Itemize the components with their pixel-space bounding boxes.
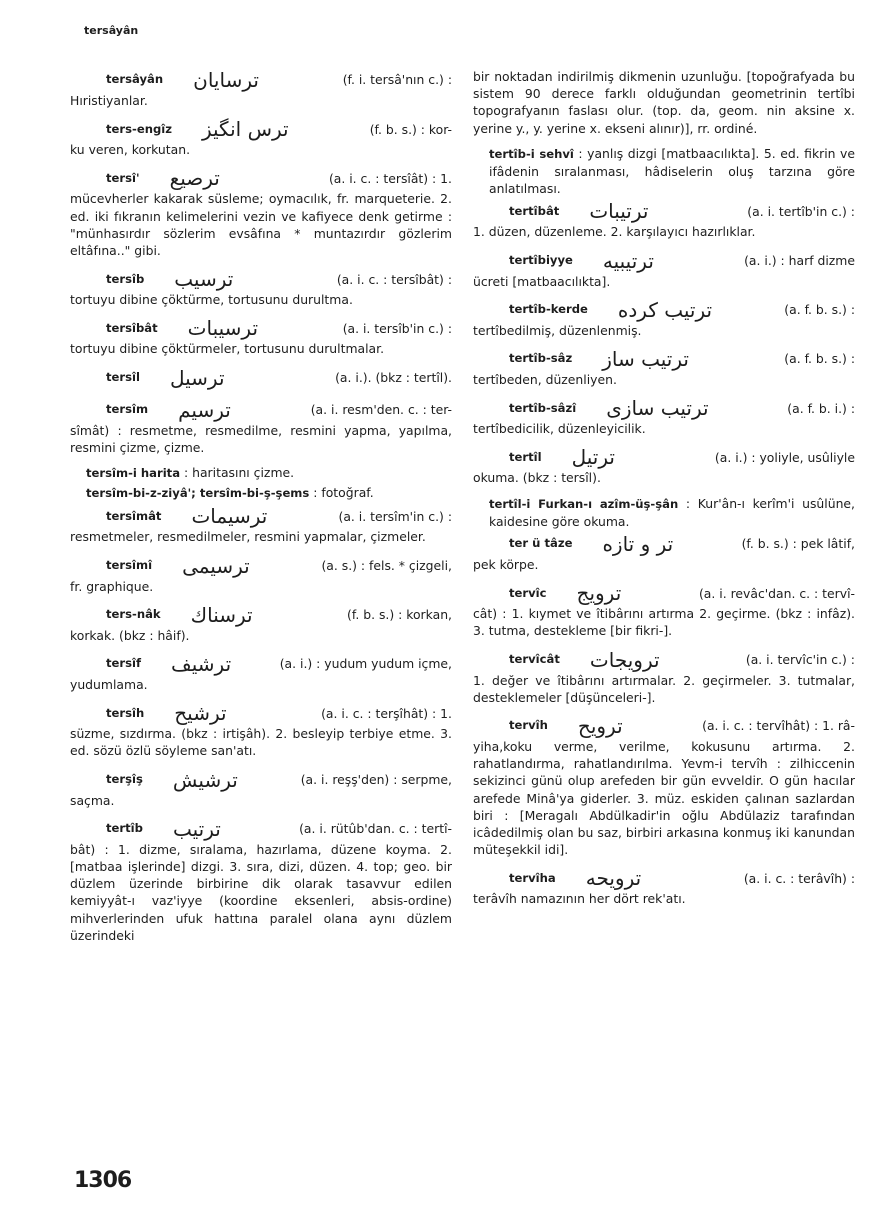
entry-headline [473, 648, 855, 672]
definition: mücevherler kakarak süsleme; oymacılık, fr. marqueterie. 2. ed. iki fıkranın kelimelerini vezin ve kafiyece denk getirme : "münhasırdır sözlerim evsâfına * muntazırdır gözlerim eltâfına.." gibi. [70, 191, 452, 259]
arabic-script: ترويجات [589, 647, 660, 672]
arabic-script: ترسايان [193, 68, 259, 92]
arabic-script: ترشيف [171, 652, 232, 677]
sub-headword: tersîm-bi-z-ziyâ'; tersîm-bi-ş-şems [86, 486, 310, 501]
arabic-script: ترشيش [172, 767, 238, 792]
arabic-script: ترسيبات [187, 316, 259, 341]
grammar-note: (a. i. resm'den. c. : ter- [310, 402, 452, 418]
definition: cât) : 1. kıymet ve îtibârını artırma 2. geçirme. (bkz : infâz). 3. tutma, destekleme [bir fikri-]. [473, 606, 855, 639]
grammar-note: (a. i. c. : terâvîh) : [743, 870, 855, 886]
headword: tersâyân [106, 72, 164, 87]
grammar-note: (a. i. c. : tersîbât) : [336, 271, 452, 287]
dictionary-entry [70, 504, 452, 545]
arabic-script: ترشيح [174, 701, 227, 726]
entry-headline [473, 581, 855, 605]
definition: korkak. (bkz : hâif). [70, 627, 190, 643]
dictionary-entry [70, 817, 452, 944]
entry-headline [473, 298, 855, 322]
entry-headline [473, 445, 855, 469]
arabic-script: ترسيل [169, 365, 225, 390]
dictionary-entry [70, 316, 452, 357]
definition: tertîbedicilik, düzenleyicilik. [473, 421, 646, 437]
definition: 1. değer ve îtibârını artırmalar. 2. geçirmeler. 3. tutmalar, desteklemeler [düşünceleri-]. [473, 672, 855, 705]
arabic-script: ترسيمى [182, 553, 250, 578]
dictionary-entry [473, 532, 855, 573]
entry-headline [473, 866, 855, 890]
definition: yiha,koku verme, verilme, kokusunu artırma. 2. rahatlandırma, rahatlandırılma. Yevm-i tervîh : zilhiccenin sekizinci günü olup arefeden bir gün evveldir. O gün hacılar arefede Minâ'ya giderler. 3. müz. eskiden çalınan sazlardan biri : [Meragalı Abdülkadir'in oğlu Abdülaziz tarafından icâdedilmiş olan bu saz, birbiri arkasına konmuş iki kanundan müteşekkil idi]. [473, 739, 855, 858]
arabic-script: ترويح [577, 714, 623, 739]
dictionary-entry [70, 701, 452, 759]
headword: tersîb [106, 271, 145, 286]
grammar-note: (a. i.) : yudum yudum içme, [279, 656, 452, 672]
definition: tortuyu dibine çöktürmeler, tortusunu durultmalar. [70, 341, 385, 357]
arabic-script: ترس انگيز [201, 117, 289, 142]
headword: tersî' [106, 170, 140, 185]
headword: tervîc [509, 585, 547, 600]
headword: tersîmât [106, 508, 162, 523]
definition: yudumlama. [70, 677, 148, 693]
dictionary-entry [473, 714, 855, 858]
grammar-note: (a. i. c. : tersîât) : 1. [328, 170, 452, 186]
dictionary-entry [473, 581, 855, 639]
grammar-note: (f. b. s.) : korkan, [347, 607, 452, 623]
dictionary-entry [473, 495, 855, 530]
grammar-note: (a. i. c. : tervîhât) : 1. râ- [702, 718, 855, 734]
headword: tertîb-sâz [509, 351, 573, 366]
dictionary-entry [70, 603, 452, 644]
headword: tersîmî [106, 558, 153, 573]
arabic-script: ترسناك [190, 602, 253, 627]
dictionary-entry [70, 68, 452, 109]
grammar-note: (f. b. s.) : pek lâtif, [741, 536, 855, 552]
left-column [70, 68, 452, 952]
arabic-script: ترسيم [178, 397, 231, 422]
grammar-note: (a. f. b. s.) : [784, 351, 855, 367]
dictionary-entry [473, 249, 855, 290]
arabic-script: ترتيل [571, 445, 615, 470]
grammar-note: (a. i. tersîm'in c.) : [338, 508, 452, 524]
page-number: 1306 [74, 1168, 132, 1193]
right-column [473, 68, 855, 916]
headword: tertîbât [509, 203, 560, 218]
entry-headline [70, 652, 452, 676]
grammar-note: (a. i.). (bkz : tertîl). [335, 370, 452, 386]
definition: fr. graphique. [70, 578, 154, 594]
headword: tersîf [106, 656, 142, 671]
entry-headline [70, 316, 452, 340]
headword: tervîcât [509, 652, 560, 667]
grammar-note: (a. i. tervîc'in c.) : [745, 652, 855, 668]
entry-headline [473, 714, 855, 738]
headword: tertîb [106, 821, 143, 836]
grammar-note: (a. i. c. : terşîhât) : 1. [321, 705, 452, 721]
dictionary-entry [70, 484, 452, 502]
arabic-script: ترصيع [169, 166, 220, 191]
entry-headline [473, 249, 855, 273]
continued-definition: bir noktadan indirilmiş dikmenin uzunluğu. [topoğrafyada bu sistem 90 derece farklı olduğundan geometrinin tertîbi topografyanın faslası olur. (top. da, geom. nin aksine x. yerine y., y. yerine x. ekseni alınır)], rr. ordiné. [473, 69, 855, 136]
headword: tersîm [106, 402, 149, 417]
headword: tersîl [106, 370, 140, 385]
dictionary-entry [473, 347, 855, 388]
definition: resmetmeler, resmedilmeler, resmini yapmalar, çizmeler. [70, 529, 426, 545]
headword: ters-engîz [106, 121, 172, 136]
dictionary-entry [473, 68, 855, 137]
arabic-script: ترتيب كرده [617, 297, 713, 322]
entry-headline [473, 199, 855, 223]
dictionary-entry [70, 166, 452, 259]
arabic-script: ترويج [576, 581, 622, 606]
arabic-script: ترتيب ساز [602, 347, 689, 372]
definition: sîmât) : resmetme, resmedilme, resmini yapma, yapılma, resmini çizme, çizme. [70, 422, 452, 455]
entry-headline [70, 817, 452, 841]
grammar-note: (f. b. s.) : kor- [369, 121, 452, 137]
definition: ücreti [matbaacılıkta]. [473, 273, 611, 289]
entry-headline [70, 166, 452, 190]
definition: pek körpe. [473, 557, 539, 573]
entry-headline [473, 532, 855, 556]
grammar-note: (a. i. tersîb'in c.) : [342, 320, 452, 336]
grammar-note: (a. i.) : yoliyle, usûliyle [714, 449, 855, 465]
sub-entry [473, 495, 855, 530]
dictionary-entry [473, 648, 855, 706]
arabic-script: ترسيب [174, 267, 234, 292]
grammar-note: (a. f. b. s.) : [784, 302, 855, 318]
entry-headline [70, 554, 452, 578]
entry-headline [70, 68, 452, 92]
headword: terşîş [106, 772, 143, 787]
grammar-note: (a. i. tertîb'in c.) : [747, 203, 855, 219]
definition: 1. düzen, düzenleme. 2. karşılayıcı hazırlıklar. [473, 224, 756, 240]
sub-headword: tertîb-i sehvî [489, 146, 574, 161]
headword: tertîb-sâzî [509, 400, 577, 415]
definition: süzme, sızdırma. (bkz : irtişâh). 2. besleyip terbiye etme. 3. ed. sözü özlü söyleme san'atı. [70, 726, 452, 759]
arabic-script: ترويحه [585, 866, 642, 891]
dictionary-entry [473, 145, 855, 198]
headword: tervîha [509, 870, 556, 885]
grammar-note: (a. f. b. i.) : [787, 400, 855, 416]
dictionary-entry [70, 267, 452, 308]
definition: tortuyu dibine çöktürme, tortusunu durultma. [70, 292, 353, 308]
headword: tertîbiyye [509, 253, 573, 268]
sub-entry [473, 145, 855, 198]
definition: tertîbeden, düzenliyen. [473, 372, 617, 388]
headword: tervîh [509, 718, 548, 733]
definition: saçma. [70, 792, 115, 808]
dictionary-entry [473, 199, 855, 240]
headword: tersîh [106, 705, 145, 720]
definition: tertîbedilmiş, düzenlenmiş. [473, 322, 642, 338]
arabic-script: تر و تازه [602, 532, 674, 557]
sub-definition: : fotoğraf. [313, 485, 374, 501]
headword: ter ü tâze [509, 536, 573, 551]
headword: tertîl [509, 449, 542, 464]
sub-definition: : Kur'ân-ı kerîm'i usûlüne, kaidesine göre okuma. [489, 495, 855, 529]
dictionary-entry [473, 866, 855, 907]
arabic-script: ترتيبات [589, 199, 649, 224]
sub-definition: : haritasını çizme. [184, 465, 295, 481]
grammar-note: (a. i. reşş'den) : serpme, [300, 772, 452, 788]
dictionary-entry [70, 117, 452, 158]
definition: okuma. (bkz : tersîl). [473, 470, 601, 486]
definition: Hıristiyanlar. [70, 93, 148, 108]
dictionary-entry [70, 398, 452, 456]
dictionary-entry [473, 396, 855, 437]
definition: bât) : 1. dizme, sıralama, hazırlama, düzene koyma. 2. [matbaa işlerinde] dizgi. 3. sıra, dizi, düzen. 4. top; geo. bir düzlem üzerinde birbirine dik olarak tasavvur edilen kemiyyât-ı vaz'iyye (koordine eksenleri, absis-ordine) mihverlerinden ufuk hattına paralel olana aynı düzlem üzerindeki [70, 841, 452, 943]
arabic-script: ترتيبيه [602, 248, 654, 273]
entry-headline [70, 603, 452, 627]
running-head: tersâyân [84, 24, 139, 37]
arabic-script: ترتيب سازى [606, 396, 709, 421]
arabic-script: ترسيمات [191, 504, 268, 529]
headword: tersîbât [106, 320, 158, 335]
sub-headword: tertîl-i Furkan-ı azîm-üş-şân [489, 496, 679, 511]
entry-headline [70, 701, 452, 725]
entry-headline [70, 504, 452, 528]
definition: ku veren, korkutan. [70, 142, 191, 158]
dictionary-entry [70, 366, 452, 390]
sub-definition: : yanlış dizgi [matbaacılıkta]. 5. ed. fikrin ve ifâdenin sıralanması, hâdiselerin oluş tarzına göre anlatılması. [489, 145, 855, 197]
entry-headline [70, 768, 452, 792]
dictionary-entry [70, 768, 452, 809]
entry-headline [473, 347, 855, 371]
grammar-note: (a. i. rütûb'dan. c. : tertî- [299, 821, 452, 837]
dictionary-entry [70, 464, 452, 482]
headword: tertîb-kerde [509, 302, 588, 317]
sub-headword: tersîm-i harita [86, 466, 181, 481]
entry-headline [473, 396, 855, 420]
entry-headline [70, 117, 452, 141]
arabic-script: ترتيب [172, 816, 221, 841]
dictionary-entry [70, 652, 452, 693]
dictionary-entry [473, 445, 855, 486]
dictionary-entry [70, 554, 452, 595]
headword: ters-nâk [106, 607, 161, 622]
entry-headline [70, 398, 452, 422]
grammar-note: (a. i. revâc'dan. c. : tervî- [698, 585, 855, 601]
entry-headline [70, 267, 452, 291]
grammar-note: (f. i. tersâ'nın c.) : [342, 72, 452, 88]
grammar-note: (a. s.) : fels. * çizgeli, [321, 558, 452, 574]
sub-entry [70, 484, 452, 502]
dictionary-entry [473, 298, 855, 339]
grammar-note: (a. i.) : harf dizme [744, 253, 855, 269]
sub-entry [70, 464, 452, 482]
entry-headline [70, 366, 452, 390]
definition: terâvîh namazının her dört rek'atı. [473, 891, 686, 907]
